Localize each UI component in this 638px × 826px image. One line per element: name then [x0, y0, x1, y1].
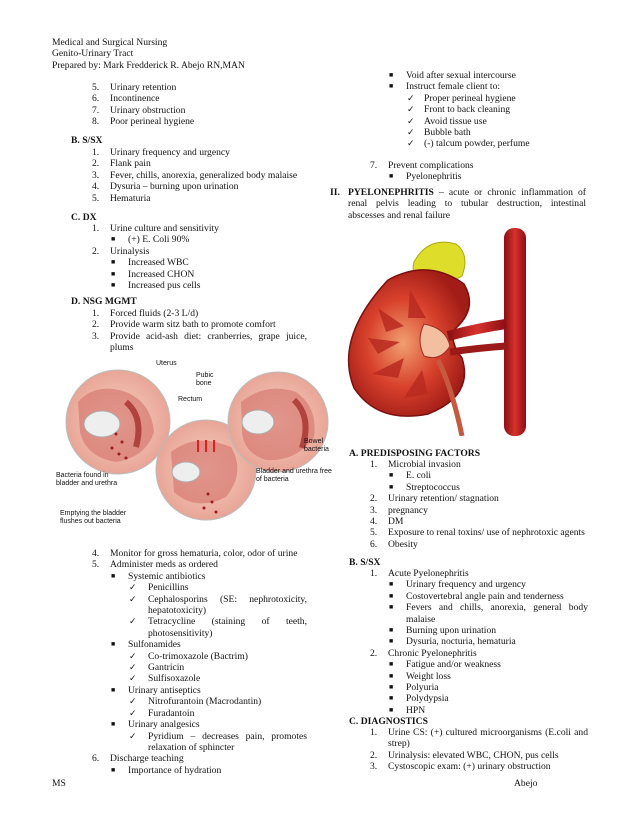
list-item: Dysuria – burning upon urination: [110, 181, 239, 193]
section-heading-ssx-pyelo: B. S/SX: [349, 557, 381, 568]
list-item: Prevent complications: [388, 159, 474, 171]
document-header: [52, 37, 245, 71]
list-item: Obesity: [388, 538, 418, 550]
list-item: Urinary analgesics: [128, 719, 200, 731]
list-item: Instruct female client to:: [406, 81, 501, 93]
discharge-teaching-continued: ■ Void after sexual intercourse ■ Instruct female client to: ✓ Proper perineal hygiene ✓ Front to back cleaning ✓ Avoid tissue use ✓ Bubble bath ✓ (-) talcum powder, perfume 7. Prevent complications ■ Pyelonephritis: [370, 70, 530, 183]
list-item: Sulfisoxazole: [148, 673, 201, 685]
list-item: Urinary frequency and urgency: [406, 579, 526, 591]
list-item: Systemic antibiotics: [128, 570, 206, 582]
list-item: Polyuria: [406, 682, 439, 694]
list-item: Nitrofurantoin (Macrodantin): [148, 696, 262, 708]
list-item: Flank pain: [110, 158, 151, 170]
dx-list: 1. Urine culture and sensitivity ■ (+) E. Coli 90% 2. Urinalysis ■ Increased WBC ■ Increased CHON ■ Increased pus cells: [92, 223, 219, 292]
list-item: E. coli: [406, 470, 432, 482]
list-item: Urinalysis: elevated WBC, CHON, pus cells: [388, 749, 559, 761]
list-item: Urinary obstruction: [110, 104, 186, 116]
list-item: Cystoscopic exam: (+) urinary obstruction: [388, 761, 551, 773]
section-heading-diagnostics: C. DIAGNOSTICS: [349, 716, 428, 727]
list-item: Front to back cleaning: [424, 104, 511, 116]
list-item: DM: [388, 516, 404, 528]
list-item: Streptococcus: [406, 481, 460, 493]
list-item: Provide warm sitz bath to promote comfort: [110, 319, 276, 331]
list-item: Void after sexual intercourse: [406, 70, 516, 81]
list-item: Tetracycline (staining of teeth, photosensitivity): [148, 616, 307, 639]
list-item: Pyelonephritis: [406, 171, 462, 183]
nsg-mgmt-list-continued: 4. Monitor for gross hematuria, color, odor of urine 5. Administer meds as ordered ■ Systemic antibiotics ✓ Penicillins ✓ Cephalosporins (SE: nephrotoxicity, hepatotoxicity) ✓ Tetracycline (staining of teeth, photosensitivity) ■ Sulfonamides ✓ Co-trimoxazole (Bactrim) ✓ Gantricin ✓ Sulfisoxazole ■ Urinary antiseptics ✓ Nitrofurantoin (Macrodantin) ✓ Furadantoin ■ Urinary analgesics ✓ Pyridium – decreases pain, promotes relaxation of sphincter 6. Discharge teaching ■ Importance of hydration: [92, 548, 307, 776]
list-item: Urinary frequency and urgency: [110, 147, 230, 158]
topic-title: Genito-Urinary Tract: [52, 48, 134, 60]
list-item: Avoid tissue use: [424, 115, 487, 127]
nsg-mgmt-list: 1. Forced fluids (2-3 L/d) 2. Provide warm sitz bath to promote comfort 3. Provide acid-ash diet: cranberries, grape juice, plums: [92, 308, 307, 354]
circle-bacteria-free: [228, 372, 328, 472]
list-item: Dysuria, nocturia, hematuria: [406, 636, 516, 648]
list-item: (-) talcum powder, perfume: [424, 138, 530, 150]
list-item: Cephalosporins (SE: nephrotoxicity, hepatotoxicity): [148, 593, 307, 617]
circle-bacteria-present: [66, 370, 170, 474]
diagnostics-list: 1. Urine CS: (+) cultured microorganisms (E.coli and strep) 2. Urinalysis: elevated WBC, CHON, pus cells 3. Cystoscopic exam: (+) urinary obstruction: [370, 727, 588, 773]
bladder-illustration: [56, 362, 332, 532]
list-item: Acute Pyelonephritis: [388, 568, 469, 579]
list-item: Importance of hydration: [128, 764, 222, 776]
list-item: Urine CS: (+) cultured microorganisms (E.coli and strep): [388, 727, 588, 750]
label-emptying-bladder: Emptying the bladder flushes out bacteria: [60, 510, 127, 525]
left-list-5-8: 5. Urinary retention 6. Incontinence 7. Urinary obstruction 8. Poor perineal hygiene: [92, 82, 195, 128]
list-item: Proper perineal hygiene: [424, 92, 516, 104]
list-item: Urine culture and sensitivity: [110, 223, 219, 234]
list-item: Burning upon urination: [406, 625, 497, 637]
list-item: Fevers and chills, anorexia, general body malaise: [406, 602, 588, 625]
list-item: Incontinence: [110, 93, 160, 105]
label-bacteria-found: Bacteria found in bladder and urethra: [56, 472, 118, 487]
author-line: Prepared by: Mark Fredderick R. Abejo RN,MAN: [52, 59, 245, 71]
label-rectum: Rectum: [178, 396, 203, 403]
list-item: Provide acid-ash diet: cranberries, grape juice, plums: [110, 330, 307, 354]
list-item: Increased CHON: [128, 268, 195, 280]
list-item: Sulfonamides: [128, 639, 181, 651]
list-item: Polydypsia: [406, 693, 449, 705]
section-heading-dx: C. DX: [71, 212, 97, 223]
list-item: Fever, chills, anorexia, generalized body malaise: [110, 169, 298, 181]
footer-right: Abejo: [514, 778, 538, 789]
list-item: Gantricin: [148, 662, 185, 674]
section-heading-predisposing: A. PREDISPOSING FACTORS: [349, 448, 481, 459]
label-bowel-bacteria: Bowel bacteria: [304, 438, 329, 453]
list-item: Forced fluids (2-3 L/d): [110, 308, 199, 319]
aorta-shape: [504, 228, 526, 436]
list-item: Weight loss: [406, 670, 451, 682]
course-title: Medical and Surgical Nursing: [52, 37, 168, 48]
list-item: (+) E. Coli 90%: [128, 234, 190, 246]
list-item: Costovertebral angle pain and tenderness: [406, 590, 564, 602]
list-item: Bubble bath: [424, 127, 471, 139]
pyelonephritis-definition: – acute or chronic inflammation of renal pelvis leading to tubular destruction, intestinal abscesses and renal failure: [348, 187, 586, 221]
list-item: Pyridium – decreases pain, promotes relaxation of sphincter: [148, 730, 307, 753]
list-item: Administer meds as ordered: [110, 559, 218, 571]
list-item: Increased WBC: [128, 257, 189, 269]
list-item: Urinalysis: [110, 245, 150, 257]
list-item: Exposure to renal toxins/ use of nephrotoxic agents: [388, 527, 585, 539]
list-item: Penicillins: [148, 582, 189, 594]
label-free-of-bacteria: Bladder and urethra free of bacteria: [256, 468, 332, 483]
list-item: Urinary retention: [110, 82, 177, 93]
list-item: Increased pus cells: [128, 280, 201, 292]
bladder-diagram-svg: [56, 362, 332, 532]
ssx-pyelo-list: 1. Acute Pyelonephritis ■ Urinary frequency and urgency ■ Costovertebral angle pain and tenderness ■ Fevers and chills, anorexia, general body malaise ■ Burning upon urination ■ Dysuria, nocturia, hematuria 2. Chronic Pyelonephritis ■ Fatigue and/or weakness ■ Weight loss ■ Polyuria ■ Polydypsia ■ HPN: [370, 568, 588, 716]
list-item: Poor perineal hygiene: [110, 116, 195, 128]
list-item: Microbial invasion: [388, 459, 461, 470]
roman-numeral: II.: [330, 187, 340, 198]
list-item: Hematuria: [110, 192, 151, 204]
list-item: Monitor for gross hematuria, color, odor of urine: [110, 548, 298, 559]
list-item: Fatigue and/or weakness: [406, 659, 501, 671]
list-item: Chronic Pyelonephritis: [388, 647, 477, 659]
label-pubic-bone: Pubic bone: [196, 372, 214, 387]
predisposing-list: 1. Microbial invasion ■ E. coli ■ Streptococcus 2. Urinary retention/ stagnation 3. pregnancy 4. DM 5. Exposure to renal toxins/ use of nephrotoxic agents 6. Obesity: [370, 459, 585, 550]
section-heading-ssx: B. S/SX: [71, 135, 103, 146]
list-item: Furadantoin: [148, 707, 195, 719]
section-title-pyelonephritis: PYELONEPHRITIS: [348, 187, 434, 198]
section-heading-nsg-mgmt: D. NSG MGMT: [71, 296, 137, 307]
label-uterus: Uterus: [156, 360, 177, 367]
kidney-illustration: [328, 228, 560, 436]
list-item: Co-trimoxazole (Bactrim): [148, 650, 248, 662]
list-item: HPN: [406, 704, 426, 716]
kidney-diagram-svg: [328, 228, 560, 436]
list-item: Discharge teaching: [110, 753, 184, 765]
ssx-list: 1. Urinary frequency and urgency 2. Flank pain 3. Fever, chills, anorexia, generalized body malaise 4. Dysuria – burning upon urination 5. Hematuria: [92, 147, 298, 204]
footer-left: MS: [52, 778, 66, 789]
list-item: Urinary retention/ stagnation: [388, 493, 499, 505]
section-pyelonephritis: [330, 187, 586, 221]
list-item: pregnancy: [388, 504, 428, 516]
list-item: Urinary antiseptics: [128, 684, 201, 696]
